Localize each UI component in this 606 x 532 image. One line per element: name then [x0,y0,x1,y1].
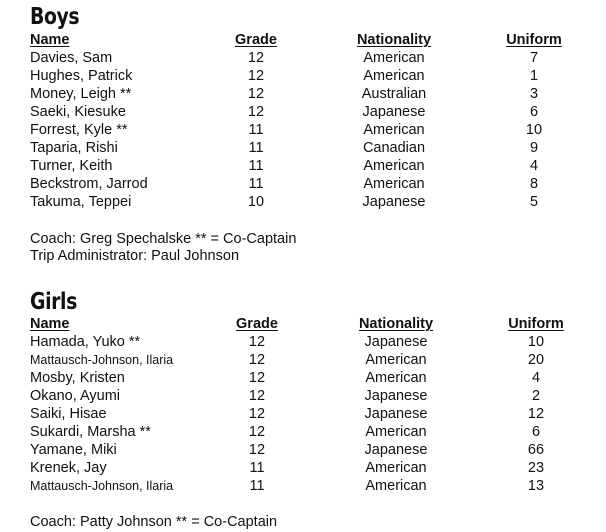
girls-cell-uniform: 4 [531,370,541,386]
girls-cell-nationality: American [365,478,427,494]
girls-cell-uniform: 66 [527,442,545,458]
boys-cell-name: Hughes, Patrick [30,68,133,84]
boys-header-uniform: Uniform [506,32,562,48]
girls-cell-name: Yamane, Miki [30,442,117,458]
boys-roster [0,31,606,211]
boys-rows [0,49,606,211]
boys-header-name: Name [30,32,70,48]
boys-cell-uniform: 8 [529,176,539,192]
boys-cell-grade: 11 [248,176,264,192]
girls-cell-nationality: American [365,370,427,386]
girls-cell-name: Krenek, Jay [30,460,107,476]
girls-cell-uniform: 10 [527,334,545,350]
boys-cell-uniform: 5 [529,194,539,210]
boys-table-row [0,67,606,85]
boys-table-row [0,157,606,175]
boys-cell-uniform: 7 [529,50,539,66]
boys-cell-grade: 12 [247,68,265,84]
girls-cell-grade: 12 [248,424,266,440]
boys-cell-nationality: American [363,122,425,138]
girls-cell-uniform: 2 [531,388,541,404]
boys-table-row [0,175,606,193]
girls-table-row [0,333,606,351]
girls-cell-nationality: Japanese [364,406,428,422]
girls-cell-name: Mattausch-Johnson, Ilaria [30,479,174,493]
girls-cell-name: Okano, Ayumi [30,388,121,404]
girls-cell-grade: 11 [249,460,265,476]
boys-cell-nationality: Japanese [362,104,426,120]
girls-cell-grade: 12 [248,334,266,350]
boys-cell-nationality: American [363,176,425,192]
girls-cell-name: Mosby, Kristen [30,370,125,386]
girls-header-name: Name [30,316,70,332]
boys-cell-uniform: 9 [529,140,539,156]
girls-header-row [0,315,606,333]
boys-cell-nationality: American [363,68,425,84]
boys-cell-uniform: 3 [529,86,539,102]
boys-table-row [0,85,606,103]
boys-cell-grade: 11 [248,122,264,138]
boys-header-row [0,31,606,49]
boys-cell-grade: 10 [247,194,265,210]
girls-table-row [0,351,606,369]
girls-cell-grade: 12 [248,442,266,458]
boys-cell-name: Takuma, Teppei [30,194,132,210]
boys-coach-note: Coach: Greg Spechalske ** = Co-Captain [30,231,297,247]
girls-cell-name: Hamada, Yuko ** [30,334,141,350]
boys-title: Boys [30,4,80,30]
girls-cell-nationality: Japanese [364,334,428,350]
boys-header-nationality: Nationality [356,32,432,48]
boys-cell-nationality: Canadian [362,140,426,156]
girls-cell-name: Sukardi, Marsha ** [30,424,151,440]
girls-header-grade: Grade [236,316,278,332]
girls-cell-name: Saiki, Hisae [30,406,107,422]
boys-cell-name: Saeki, Kiesuke [30,104,126,120]
boys-cell-grade: 12 [247,50,265,66]
girls-table-row [0,477,606,495]
boys-cell-name: Davies, Sam [30,50,113,66]
girls-cell-nationality: American [365,460,427,476]
boys-cell-grade: 11 [248,158,264,174]
girls-title: Girls [30,289,77,315]
girls-cell-uniform: 20 [527,352,545,368]
girls-cell-grade: 12 [248,406,266,422]
girls-cell-nationality: Japanese [364,388,428,404]
girls-cell-uniform: 13 [527,478,545,494]
boys-table-row [0,49,606,67]
boys-table-row [0,121,606,139]
boys-cell-grade: 12 [247,104,265,120]
boys-cell-nationality: Australian [361,86,427,102]
girls-cell-uniform: 23 [527,460,545,476]
boys-table-row [0,139,606,157]
girls-cell-nationality: American [365,424,427,440]
girls-table-row [0,423,606,441]
girls-cell-nationality: Japanese [364,442,428,458]
girls-roster [0,315,606,495]
girls-header-uniform: Uniform [508,316,564,332]
boys-cell-name: Forrest, Kyle ** [30,122,128,138]
girls-cell-grade: 11 [249,478,265,494]
boys-cell-name: Money, Leigh ** [30,86,132,102]
girls-table-row [0,387,606,405]
girls-table-row [0,441,606,459]
girls-coach-note: Coach: Patty Johnson ** = Co-Captain [30,514,278,530]
boys-table-row [0,103,606,121]
girls-table-row [0,459,606,477]
girls-header-nationality: Nationality [358,316,434,332]
boys-cell-grade: 11 [248,140,264,156]
girls-table-row [0,369,606,387]
boys-cell-uniform: 1 [529,68,539,84]
boys-cell-name: Taparia, Rishi [30,140,118,156]
girls-table-row [0,405,606,423]
girls-cell-grade: 12 [248,352,266,368]
boys-cell-nationality: American [363,50,425,66]
boys-cell-name: Turner, Keith [30,158,113,174]
boys-cell-name: Beckstrom, Jarrod [30,176,148,192]
girls-cell-grade: 12 [248,388,266,404]
girls-rows [0,333,606,495]
girls-cell-nationality: American [365,352,427,368]
boys-cell-uniform: 6 [529,104,539,120]
boys-cell-nationality: American [363,158,425,174]
girls-cell-grade: 12 [248,370,266,386]
boys-cell-uniform: 4 [529,158,539,174]
boys-table-row [0,193,606,211]
girls-cell-uniform: 6 [531,424,541,440]
boys-header-grade: Grade [235,32,277,48]
boys-admin-note: Trip Administrator: Paul Johnson [30,248,240,264]
girls-cell-name: Mattausch-Johnson, Ilaria [30,353,174,367]
boys-cell-grade: 12 [247,86,265,102]
girls-cell-uniform: 12 [527,406,545,422]
boys-cell-uniform: 10 [525,122,543,138]
boys-cell-nationality: Japanese [362,194,426,210]
